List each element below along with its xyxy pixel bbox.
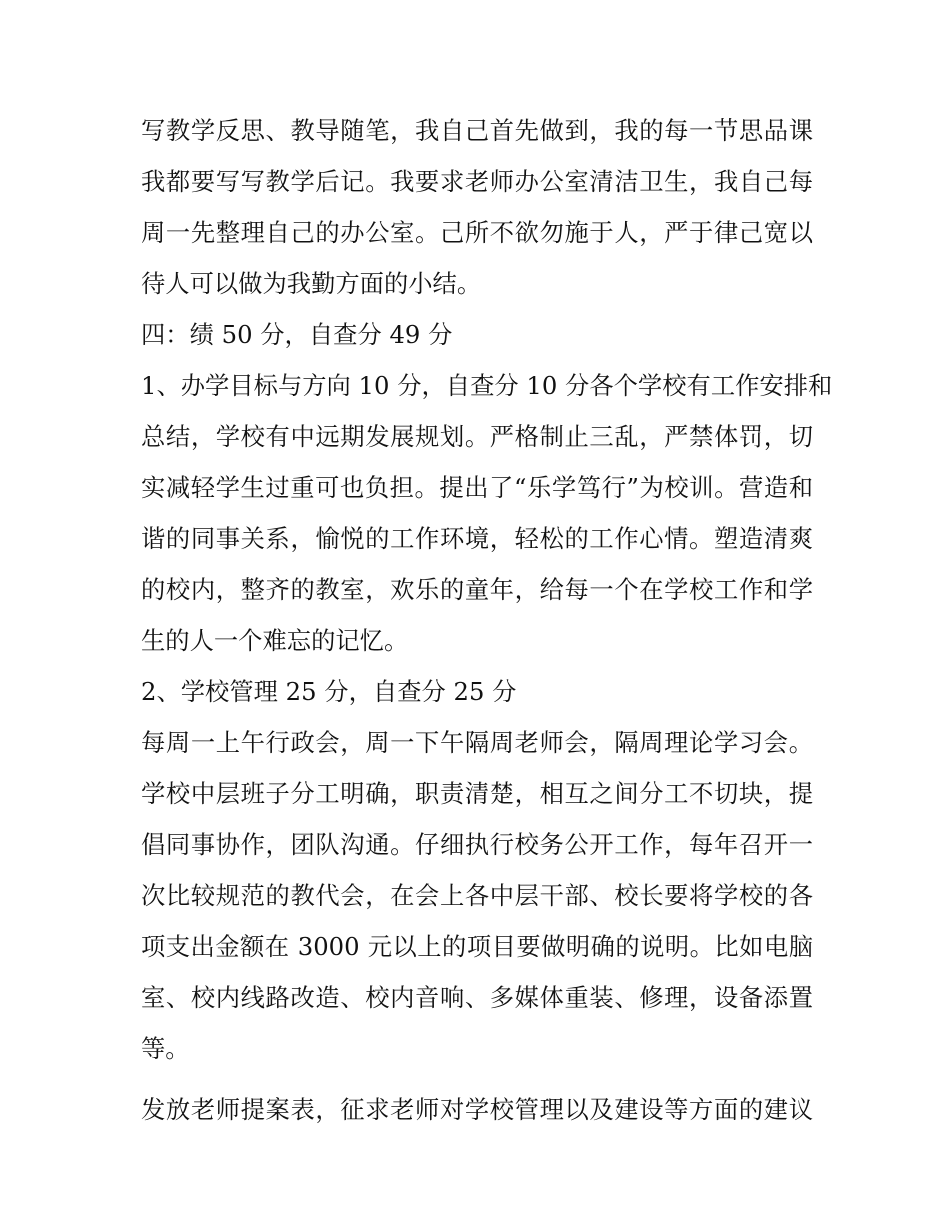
text-line: 实减轻学生过重可也负担。提出了“乐学笃行”为校训。营造和 [141,473,813,502]
text-line: 我都要写写教学后记。我要求老师办公室清洁卫生，我自己每 [141,167,813,196]
text-line: 总结，学校有中远期发展规划。严格制止三乱，严禁体罚，切 [141,422,813,451]
text-line: 每周一上午行政会，周一下午隔周老师会，隔周理论学习会。 [141,728,813,757]
text-line: 学校中层班子分工明确，职责清楚，相互之间分工不切块，提 [141,779,813,808]
text-line: 发放老师提案表，征求老师对学校管理以及建设等方面的建议 [141,1095,813,1124]
text-line: 1、办学目标与方向 10 分，自查分 10 分各个学校有工作安排和 [141,371,833,400]
subsection-heading: 2、学校管理 25 分，自查分 25 分 [141,677,517,706]
text-line: 倡同事协作，团队沟通。仔细执行校务公开工作，每年召开一 [141,830,813,859]
text-line: 等。 [141,1034,190,1063]
text-line: 项支出金额在 3000 元以上的项目要做明确的说明。比如电脑 [141,932,813,961]
paragraph-gap [141,1074,813,1084]
document-body [141,105,833,1135]
text-line: 的校内，整齐的教室，欢乐的童年，给每一个在学校工作和学 [141,575,813,604]
text-line: 待人可以做为我勤方面的小结。 [141,269,482,298]
text-line: 次比较规范的教代会，在会上各中层干部、校长要将学校的各 [141,881,813,910]
text-line: 生的人一个难忘的记忆。 [141,626,409,655]
section-heading: 四：绩 50 分，自查分 49 分 [141,320,453,349]
text-line: 周一先整理自己的办公室。己所不欲勿施于人，严于律己宽以 [141,218,813,247]
text-line: 室、校内线路改造、校内音响、多媒体重装、修理，设备添置 [141,983,813,1012]
text-line: 写教学反思、教导随笔，我自己首先做到，我的每一节思品课 [141,116,813,145]
text-line: 谐的同事关系，愉悦的工作环境，轻松的工作心情。塑造清爽 [141,524,813,553]
